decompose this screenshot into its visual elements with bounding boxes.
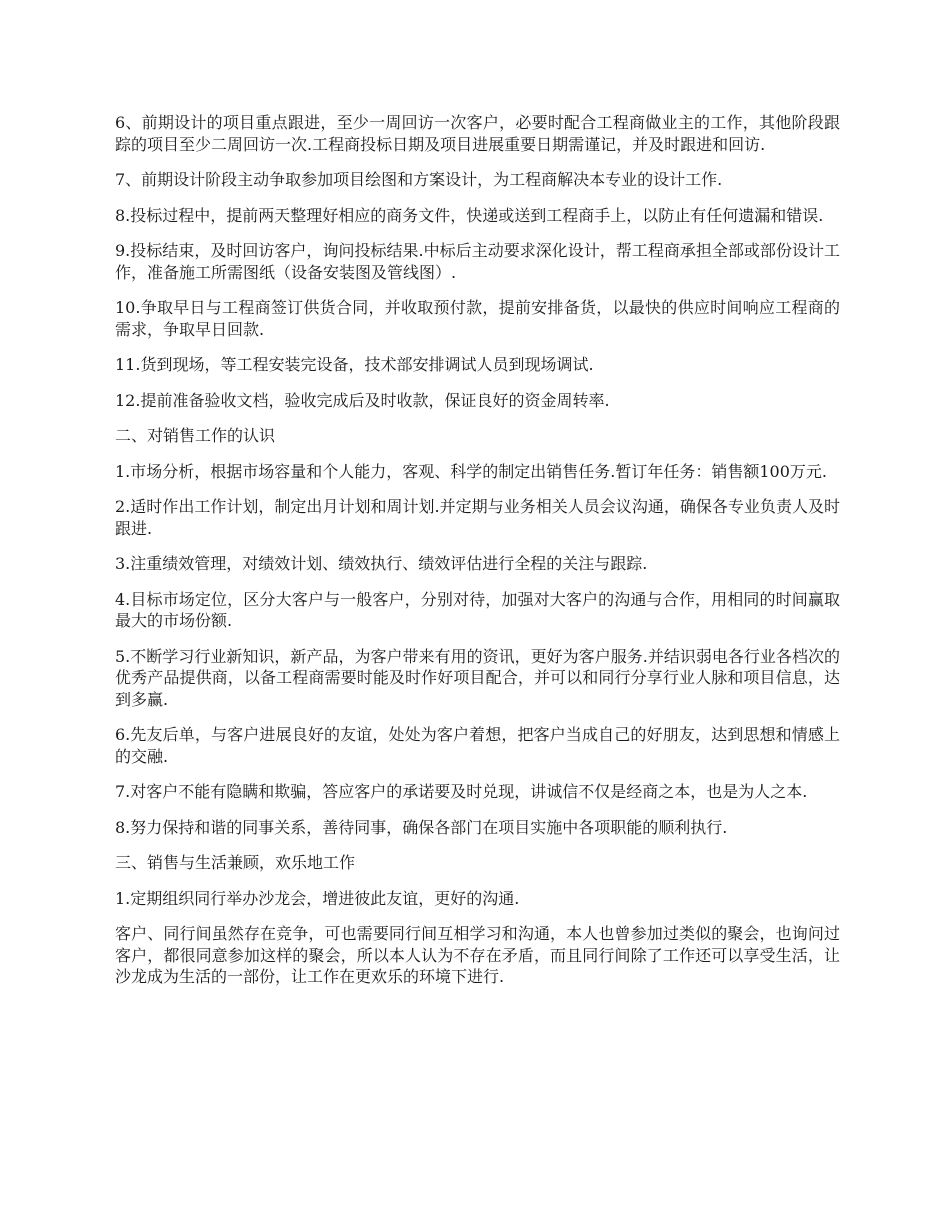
paragraph-item-9: 9.投标结束，及时回访客户，询问投标结果.中标后主动要求深化设计，帮工程商承担全部或部份设计工作，准备施工所需图纸（设备安装图及管线图）. xyxy=(115,241,840,282)
paragraph-sales-2: 2.适时作出工作计划，制定出月计划和周计划.并定期与业务相关人员会议沟通，确保各专业负责人及时跟进. xyxy=(115,497,840,538)
paragraph-sales-8: 8.努力保持和谐的同事关系，善待同事，确保各部门在项目实施中各项职能的顺利执行. xyxy=(115,817,728,837)
paragraph-sales-7: 7.对客户不能有隐瞒和欺骗，答应客户的承诺要及时兑现，讲诚信不仅是经商之本，也是为人之本. xyxy=(115,782,808,801)
section-heading-2: 二、对销售工作的认识 xyxy=(115,426,276,445)
paragraph-item-7: 7、前期设计阶段主动争取参加项目绘图和方案设计，为工程商解决本专业的设计工作. xyxy=(115,170,723,189)
paragraph-sales-3: 3.注重绩效管理，对绩效计划、绩效执行、绩效评估进行全程的关注与跟踪. xyxy=(115,554,648,573)
paragraph-sales-6: 6.先友后单，与客户进展良好的友谊，处处为客户着想，把客户当成自己的好朋友，达到思想和情感上的交融. xyxy=(115,725,840,766)
paragraph-item-12: 12.提前准备验收文档，验收完成后及时收款，保证良好的资金周转率. xyxy=(115,390,610,410)
paragraph-item-6: 6、前期设计的项目重点跟进，至少一周回访一次客户，必要时配合工程商做业主的工作，其他阶段跟踪的项目至少二周回访一次.工程商投标日期及项目进展重要日期需谨记，并及时跟进和回访. xyxy=(115,113,840,154)
paragraph-sales-1: 1.市场分析，根据市场容量和个人能力，客观、科学的制定出销售任务.暂订年任务：销售额100万元. xyxy=(115,461,827,481)
paragraph-sales-5: 5.不断学习行业新知识，新产品，为客户带来有用的资讯，更好为客户服务.并结识弱电各行业各档次的优秀产品提供商，以备工程商需要时能及时作好项目配合，并可以和同行分享行业人脉和项目信息，达到多赢. xyxy=(115,646,840,709)
section-heading-3: 三、销售与生活兼顾，欢乐地工作 xyxy=(115,853,356,872)
paragraph-item-11: 11.货到现场，等工程安装完设备，技术部安排调试人员到现场调试. xyxy=(115,355,594,374)
paragraph-sales-4: 4.目标市场定位，区分大客户与一般客户，分别对待，加强对大客户的沟通与合作，用相同的时间赢取最大的市场份额. xyxy=(115,589,840,630)
document-page xyxy=(115,112,840,1002)
paragraph-item-10: 10.争取早日与工程商签订供货合同，并收取预付款，提前安排备货，以最快的供应时间响应工程商的需求，争取早日回款. xyxy=(115,298,840,339)
paragraph-life-1: 1.定期组织同行举办沙龙会，增进彼此友谊，更好的沟通. xyxy=(115,888,520,908)
paragraph-item-8: 8.投标过程中，提前两天整理好相应的商务文件，快递或送到工程商手上，以防止有任何遗漏和错误. xyxy=(115,205,824,225)
paragraph-life-body: 客户、同行间虽然存在竞争，可也需要同行间互相学习和沟通，本人也曾参加过类似的聚会，也询问过客户，都很同意参加这样的聚会，所以本人认为不存在矛盾，而且同行间除了工作还可以享受生活，让沙龙成为生活的一部份，让工作在更欢乐的环境下进行. xyxy=(115,924,840,986)
